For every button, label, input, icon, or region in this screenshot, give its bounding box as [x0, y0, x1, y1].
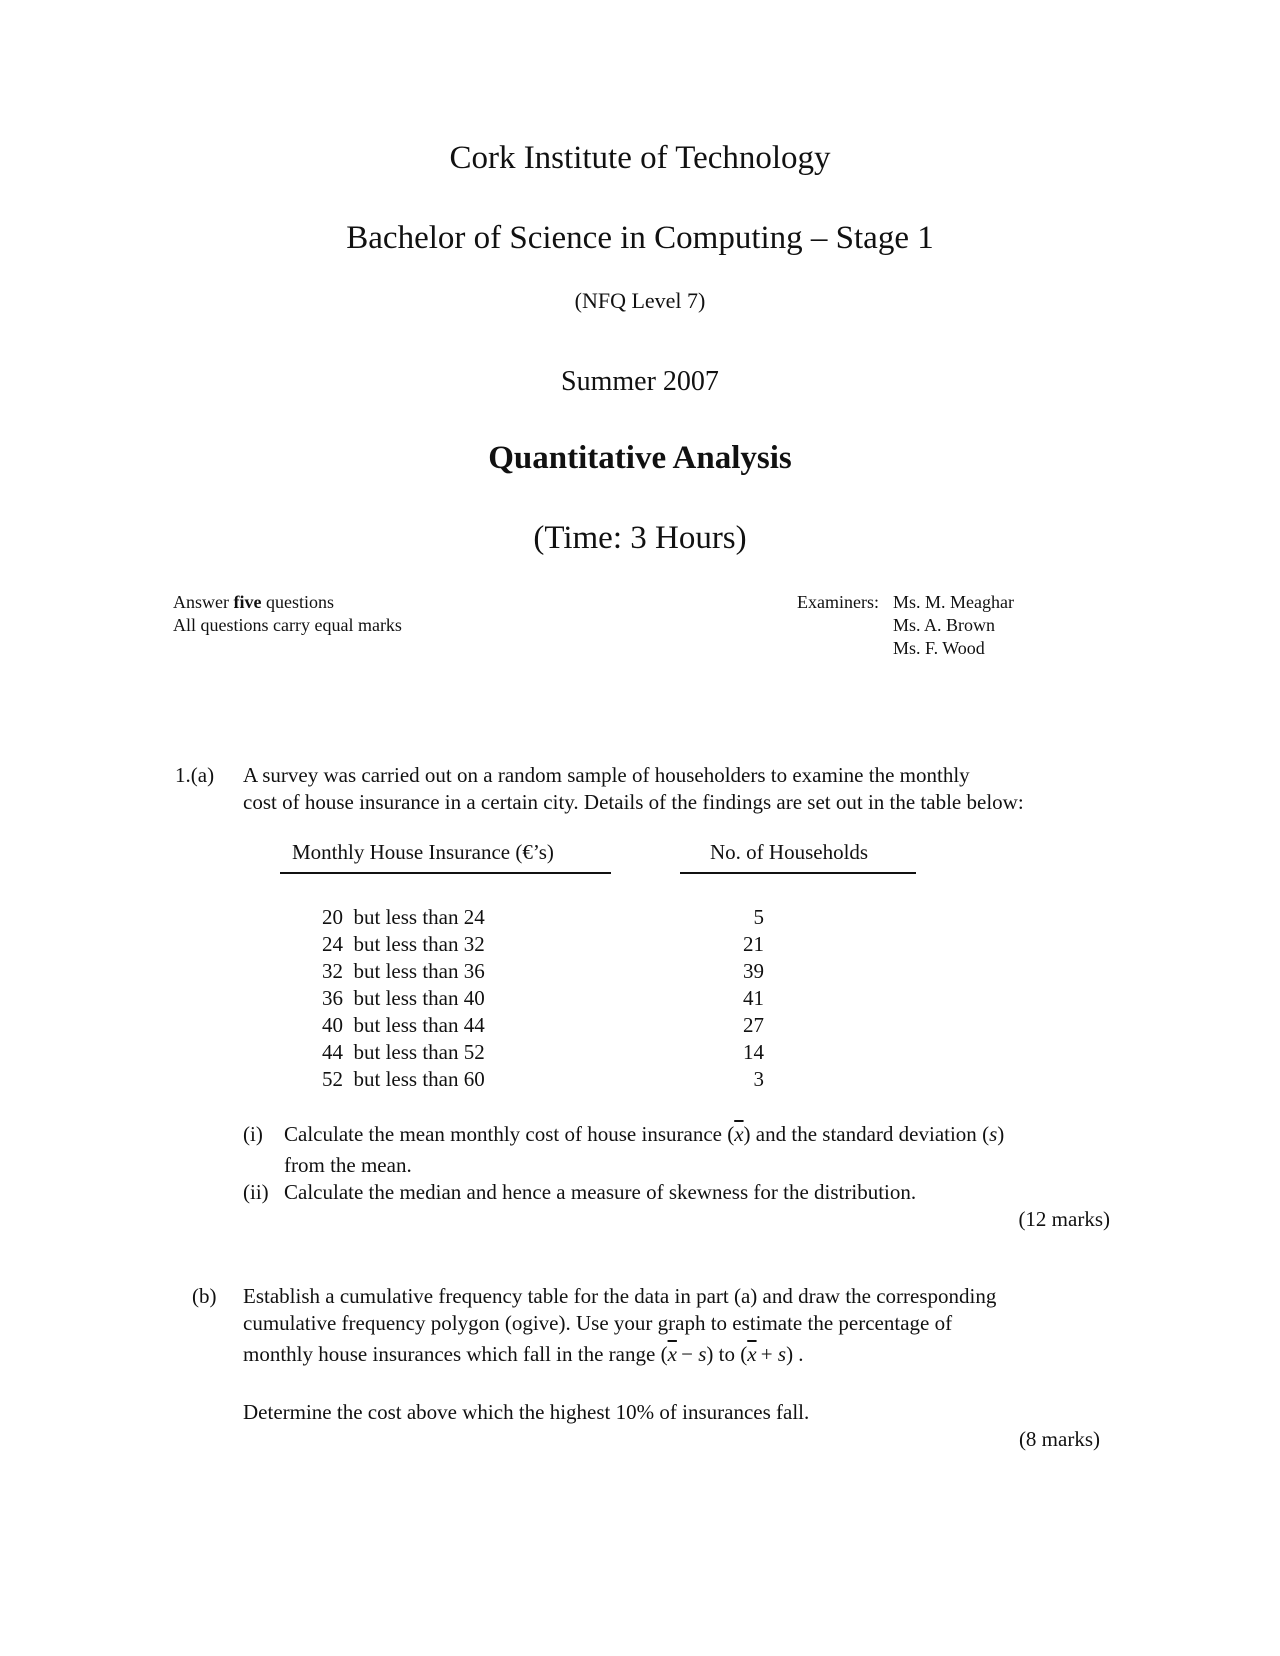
exam-session: Summer 2007 — [561, 366, 719, 397]
header-underline — [280, 872, 611, 874]
part-b-label: (b) — [192, 1284, 217, 1308]
part-b-line: cumulative frequency polygon (ogive). Use your graph to estimate the percentage of — [243, 1311, 953, 1335]
marks-part-a: (12 marks) — [1018, 1207, 1110, 1231]
examiner-name: Ms. M. Meaghar — [893, 592, 1014, 612]
exam-duration: (Time: 3 Hours) — [533, 520, 747, 556]
part-i-text-continued: from the mean. — [284, 1153, 412, 1177]
table-row-class: 44 but less than 52 — [322, 1040, 485, 1064]
programme-title: Bachelor of Science in Computing – Stage 1 — [346, 220, 934, 256]
table-row-count: 39 — [743, 959, 764, 983]
table-row-count: 27 — [743, 1013, 764, 1037]
part-b-line: Determine the cost above which the highest 10% of insurances fall. — [243, 1400, 810, 1424]
question-intro-line: cost of house insurance in a certain city. Details of the findings are set out in the table below: — [243, 790, 1024, 814]
nfq-level: (NFQ Level 7) — [574, 288, 706, 313]
marks-part-b: (8 marks) — [1018, 1427, 1100, 1451]
part-ii-text: Calculate the median and hence a measure of skewness for the distribution. — [284, 1180, 917, 1204]
examiners-label: Examiners: — [797, 592, 879, 612]
examiner-name: Ms. A. Brown — [893, 615, 996, 635]
subject-title: Quantitative Analysis — [488, 440, 792, 476]
table-row-class: 36 but less than 40 — [322, 986, 485, 1010]
table-row-count: 3 — [753, 1067, 764, 1091]
institute-name: Cork Institute of Technology — [449, 140, 831, 176]
x-bar-symbol: $\overline{x}$ — [734, 1122, 744, 1146]
table-row-class: 40 but less than 44 — [322, 1013, 485, 1037]
header-underline — [680, 872, 916, 874]
instruction-answer: Answer five questions — [173, 592, 334, 612]
question-intro-line: A survey was carried out on a random sample of householders to examine the monthly — [243, 763, 970, 787]
table-row-class: 24 but less than 32 — [322, 932, 485, 956]
part-b-line: Establish a cumulative frequency table for the data in part (a) and draw the corresponding — [243, 1284, 997, 1308]
part-b-line-range: monthly house insurances which fall in the range $(\overline{x} - s)$ to $(\overline{x} + s)$ . — [243, 1342, 804, 1366]
s-symbol: s — [989, 1122, 998, 1146]
instruction-marks: All questions carry equal marks — [173, 615, 402, 635]
table-row-count: 41 — [743, 986, 764, 1010]
table-row-count: 14 — [743, 1040, 764, 1064]
table-row-count: 5 — [753, 905, 764, 929]
part-i-label: (i) — [243, 1122, 263, 1146]
table-row-class: 52 but less than 60 — [322, 1067, 485, 1091]
table-row-count: 21 — [743, 932, 764, 956]
table-header-households: No. of Households — [710, 840, 869, 864]
table-header-insurance: Monthly House Insurance (€’s) — [292, 840, 554, 864]
question-number: 1.(a) — [175, 763, 215, 787]
part-ii-label: (ii) — [243, 1180, 269, 1204]
part-i-text: Calculate the mean monthly cost of house insurance $(\overline{x})$ and the standard deviation (s) — [284, 1122, 1005, 1146]
table-row-class: 20 but less than 24 — [322, 905, 485, 929]
examiner-name: Ms. F. Wood — [893, 638, 985, 658]
table-row-class: 32 but less than 36 — [322, 959, 485, 983]
